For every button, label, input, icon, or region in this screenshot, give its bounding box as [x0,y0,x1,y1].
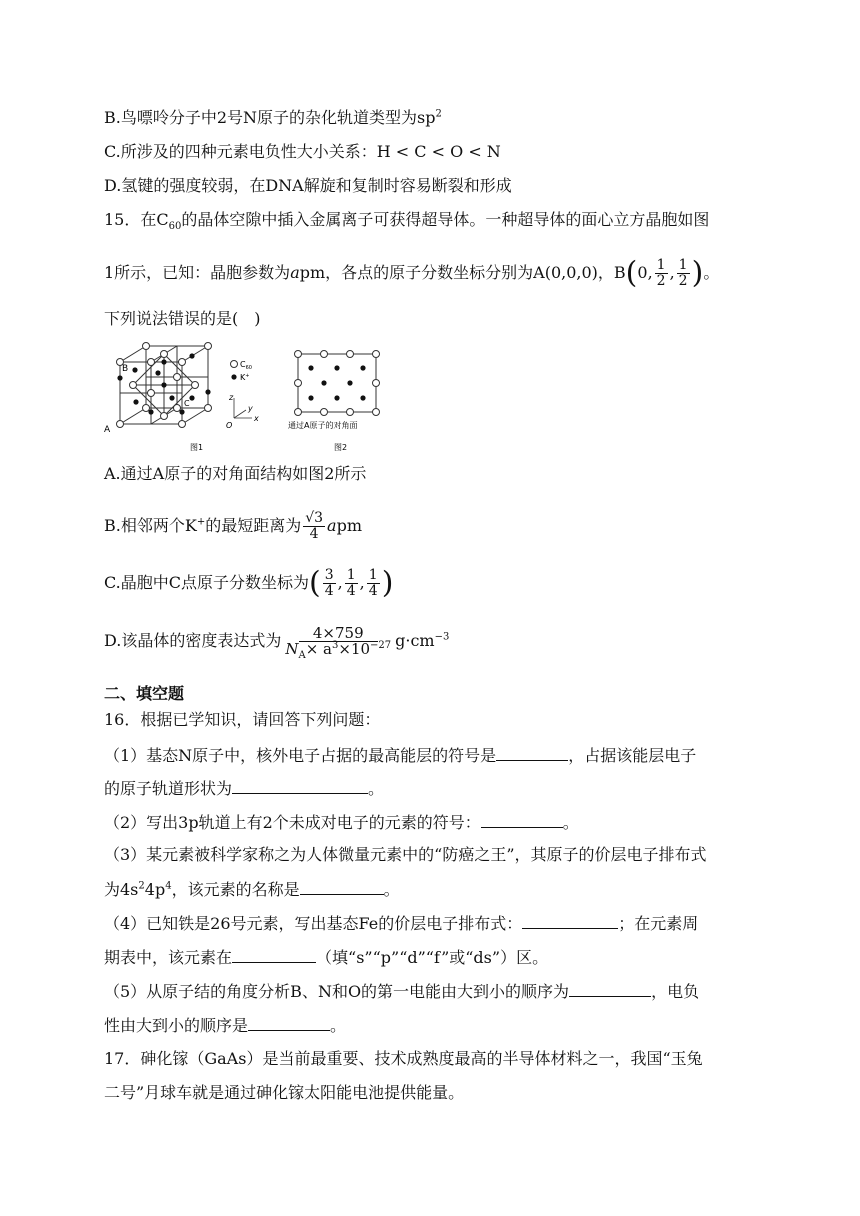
legend-k: K+ [240,373,250,382]
q14-option-d: D.氢键的强度较弱，在DNA解旋和复制时容易断裂和形成 [104,176,512,195]
q15-option-b: B.相邻两个K+的最短距离为 $\frac{√3}{4}$ apm [104,510,363,542]
q16-part4-line2: 期表中，该元素在 （填“s”“p”“d”“f”或“ds”）区。 [104,948,549,967]
q16-part4-line1: （4）已知铁是26号元素，写出基态Fe的价层电子排布式： ；在元素周 [104,914,699,933]
legend-c60: $C_{60}$ [240,360,252,371]
svg-text:x: x [254,414,259,423]
q15-option-a: A.通过A原子的对角面结构如图2所示 [104,464,367,483]
q16-part5-line2: 性由大到小的顺序是 。 [104,1016,347,1035]
q16-part3-line2: 为$4s^24p^4$，该元素的名称是 。 [104,880,400,899]
q17-line2: 二号”月球车就是通过砷化镓太阳能电池提供能量。 [104,1083,465,1102]
svg-text:通过A原子的对角面: 通过A原子的对角面 [288,421,358,430]
svg-text:y: y [248,404,253,413]
q15-stem-line1: 15．在$C_{60}$的晶体空隙中插入金属离子可获得超导体。一种超导体的面心立方晶胞如图 [104,210,710,233]
q17-line1: 17．砷化镓（GaAs）是当前最重要、技术成熟度最高的半导体材料之一，我国“玉兔 [104,1049,703,1068]
svg-text:z: z [229,393,234,402]
q14-option-b: B.鸟嘌呤分子中2号N原子的杂化轨道类型为$sp^2$ [104,108,442,127]
figure-2-diagonal-plane [284,346,390,458]
q15-stem-line3: 下列说法错误的是( ) [104,309,261,328]
figure-1-caption: 图1 [190,443,204,452]
figure-label-a: A [104,425,111,435]
q16-part5-line1: （5）从原子结的角度分析B、N和O的第一电能由大到小的顺序为 ，电负 [104,982,700,1001]
q14-option-c: C.所涉及的四种元素电负性大小关系：H < C < O < N [104,142,501,161]
q15-stem-line2: 1所示，已知：晶胞参数为apm，各点的原子分数坐标分别为A(0,0,0)，B(0, $\frac{1}{2}$ , $\frac{1}{2}$ )。 [104,255,720,291]
figure-2-caption: 图2 [334,443,348,452]
q16-part1-line1: （1）基态N原子中，核外电子占据的最高能层的符号是 ，占据该能层电子 [104,746,697,765]
svg-text:O: O [226,421,233,430]
figure-label-b: B [122,364,129,374]
q15-option-d: D.该晶体的密度表达式为 $\frac{4\times 759}{N_A\times a^3\times 10^{-27}}$ $g\cdot cm^{-3}$ [104,624,450,661]
q16-part2: （2）写出3p轨道上有2个未成对电子的元素的符号： 。 [104,813,579,832]
figure-1-crystal-cell [100,340,280,458]
section-heading: 二、填空题 [104,684,185,703]
figure-label-c: C [184,399,190,408]
q15-option-c: C.晶胞中C点原子分数坐标为( $\frac{3}{4}$ , $\frac{1}{4}$ , $\frac{1}{4}$ ) [104,565,394,601]
q16-part3-line1: （3）某元素被科学家称之为人体微量元素中的“防癌之王”，其原子的价层电子排布式 [104,845,707,864]
q16-part1-line2: 的原子轨道形状为 。 [104,779,385,798]
q16-title: 16．根据已学知识，请回答下列问题： [104,710,381,729]
